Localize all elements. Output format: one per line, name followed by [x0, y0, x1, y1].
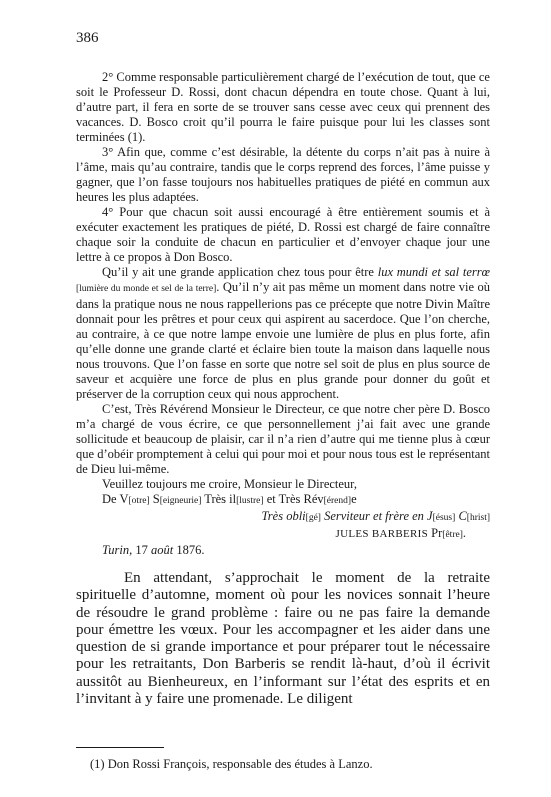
text: Très obli [261, 509, 306, 523]
page-number: 386 [76, 30, 99, 46]
letter-paragraph-application [76, 265, 490, 402]
closing-line-3 [76, 509, 490, 526]
letter-paragraph-closing: C’est, Très Révérend Monsieur le Directeur, ce que notre cher père D. Bosco m’a chargé de vous écrire, ce que personnellement j’ai fait avec une grande sollicitude et beaucoup de plaisir, car il n’a rien d’autre qui me tienne plus à cœur que d’obéir promptement à celui qui pour moi et pour nous tous est le représentant de Dieu lui-même. [76, 402, 490, 476]
letter-date [76, 543, 490, 558]
text: Pr [428, 526, 443, 540]
letter-body [76, 70, 490, 558]
bracket: [gé] [305, 513, 321, 523]
date-place: Turin, [102, 543, 133, 557]
narrative-body [76, 570, 490, 708]
closing-line-1: Veuillez toujours me croire, Monsieur le Directeur, [102, 477, 357, 491]
narrative-paragraph: En attendant, s’approchait le moment de la retraite spirituelle d’automne, moment où pour les novices sonnait l’heure de résoudre le grand problème : faire ou ne pas faire la demande pour émettre les vœux. Pour les accompagner et les aider dans une question de si grande importance et pour préparer tout le nécessaire pour les retraitants, Don Barberis se rendit là-haut, d’où il écrivit aussitôt au Bienheureux, en l’informant sur l’état des esprits et en l’invitant à y faire une promenade. Le diligent [76, 570, 490, 708]
bracket: [hrist] [466, 513, 490, 523]
date-month: août [150, 543, 174, 557]
closing-line-2 [76, 492, 490, 509]
bracket: [otre] [128, 496, 150, 506]
signature [76, 526, 490, 543]
signature-name: JULES BARBERIS [335, 528, 429, 540]
bracket: [érend] [323, 496, 352, 506]
text: e [351, 492, 357, 506]
bracket: [ésus] [432, 513, 456, 523]
letter-paragraph-3: 3° Afin que, comme c’est désirable, la détente du corps n’ait pas à nuire à l’âme, mais qu’au contraire, tandis que le corps reprend des forces, l’âme puisse y gagner, que l’on fasse toujours nos habituelles pratiques de piété en commun aux heures les plus adaptées. [76, 145, 490, 204]
latin-gloss: [lumière du monde et sel de la terre] [76, 284, 217, 294]
date-day: 17 [132, 543, 151, 557]
text: et Très Rév [263, 492, 324, 506]
bracket: [lustre] [236, 496, 264, 506]
date-year: 1876. [173, 543, 205, 557]
bracket: [être] [442, 530, 463, 540]
latin-quote: lux mundi et sal terrœ [377, 265, 491, 279]
bracket: [eigneurie] [159, 496, 202, 506]
footnote: (1) Don Rossi François, responsable des études à Lanzo. [90, 757, 373, 771]
text: . [462, 526, 466, 540]
text: S [149, 492, 160, 506]
text: Très il [201, 492, 237, 506]
letter-paragraph-2: 2° Comme responsable particulièrement chargé de l’exécution de tout, que ce soit le Professeur D. Rossi, dont chacun dépendra en toute chose. Quant à lui, d’autre part, il fera en sorte de se trouver sans cesse avec ceux qui prennent des vacances. D. Bosco croit qu’il pourra le faire puisque pour lui les classes sont terminées (1). [76, 70, 490, 144]
text: . Qu’il n’y ait pas même un moment dans notre vie où dans la pratique nous ne nous rappellerions pas ce précepte que notre Divin Maître donnait pour les prêtres et pour ceux qui aspirent au sacerdoce. Que l’on cherche, au contraire, à ce que notre lampe envoie une lumière de plus en plus forte, afin qu’elle donne une grande clarté et éclaire bien toute la maison dans laquelle nous nous trouvons. Que l’on fasse en sorte que notre sel soit de plus en plus source de saveur et acquière une force de plus en plus grande pour donner du goût et préserver de la corruption ceux qui nous approchent. [76, 280, 490, 401]
text: C [455, 509, 467, 523]
text: De V [102, 492, 129, 506]
text: Serviteur et frère en J [320, 509, 433, 523]
text: Qu’il y ait une grande application chez tous pour être [102, 265, 378, 279]
letter-paragraph-4: 4° Pour que chacun soit aussi encouragé à être entièrement soumis et à exécuter exactement les pratiques de piété, D. Rossi est chargé de faire connaître chaque soir la conduite de chacun en particulier et d’envoyer chaque jour une lettre à ce propos à Don Bosco. [76, 205, 490, 264]
footnote-divider [76, 747, 164, 748]
